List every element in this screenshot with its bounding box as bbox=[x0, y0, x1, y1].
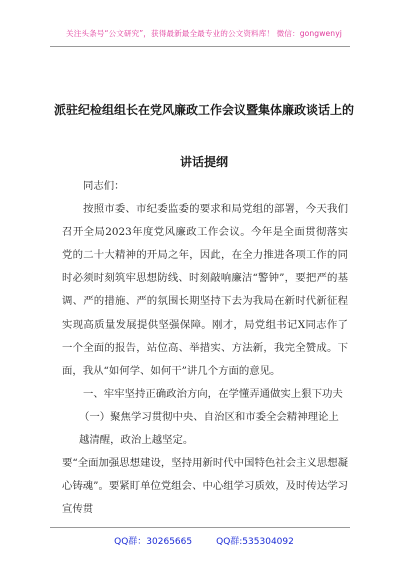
salutation: 同志们： bbox=[83, 180, 125, 192]
subsection-heading: （一）聚焦学习贯彻中央、自治区和市委全会精神理论上越清醒，政治上越坚定。 bbox=[79, 410, 339, 447]
header-banner: 关注头条号“公文研究”，获得最新最全最专业的公文资料库！ 微信：gongwenyj bbox=[66, 29, 342, 38]
document-title: 派驻纪检组组长在党风廉政工作会议暨集体廉政谈话上的 bbox=[53, 103, 354, 117]
document-title-continued: 讲话提纲 bbox=[179, 155, 228, 169]
paragraph: 要“全面加强思想建设，坚持用新时代中国特色社会主义思想凝心铸魂”。要紧盯单位党组会、中心组学习质效，及时传达学习宣传贯 bbox=[62, 457, 348, 516]
document-body bbox=[62, 175, 348, 521]
footer-divider bbox=[50, 527, 350, 528]
footer bbox=[0, 534, 408, 547]
header-divider bbox=[50, 46, 350, 47]
section-heading: 一、牢牢坚持正确政治方向，在学懂弄通做实上狠下功夫 bbox=[83, 387, 343, 400]
footer-qq-group-1: QQ群：30265665 bbox=[114, 537, 193, 547]
paragraph: 按照市委、市纪委监委的要求和局党组的部署，今天我们召开全局2023年度党风廉政工作会议。今年是全面贯彻落实党的二十大精神的开局之年，因此，在全力推进各项工作的同时必须时刻筑牢思想防线、时刻敲响廉洁“警钟”，要把严的基调、严的措施、严的氛围长期坚持下去为我局在新时代新征程实现高质量发展提供坚强保障。刚才，局党组书记X同志作了一个全面的报告，站位高、举措实、方法新，我完全赞成。下面，我从“如何学、如何干”讲几个方面的意见。 bbox=[62, 203, 348, 377]
footer-qq-group-2: QQ群:535304092 bbox=[216, 537, 294, 547]
